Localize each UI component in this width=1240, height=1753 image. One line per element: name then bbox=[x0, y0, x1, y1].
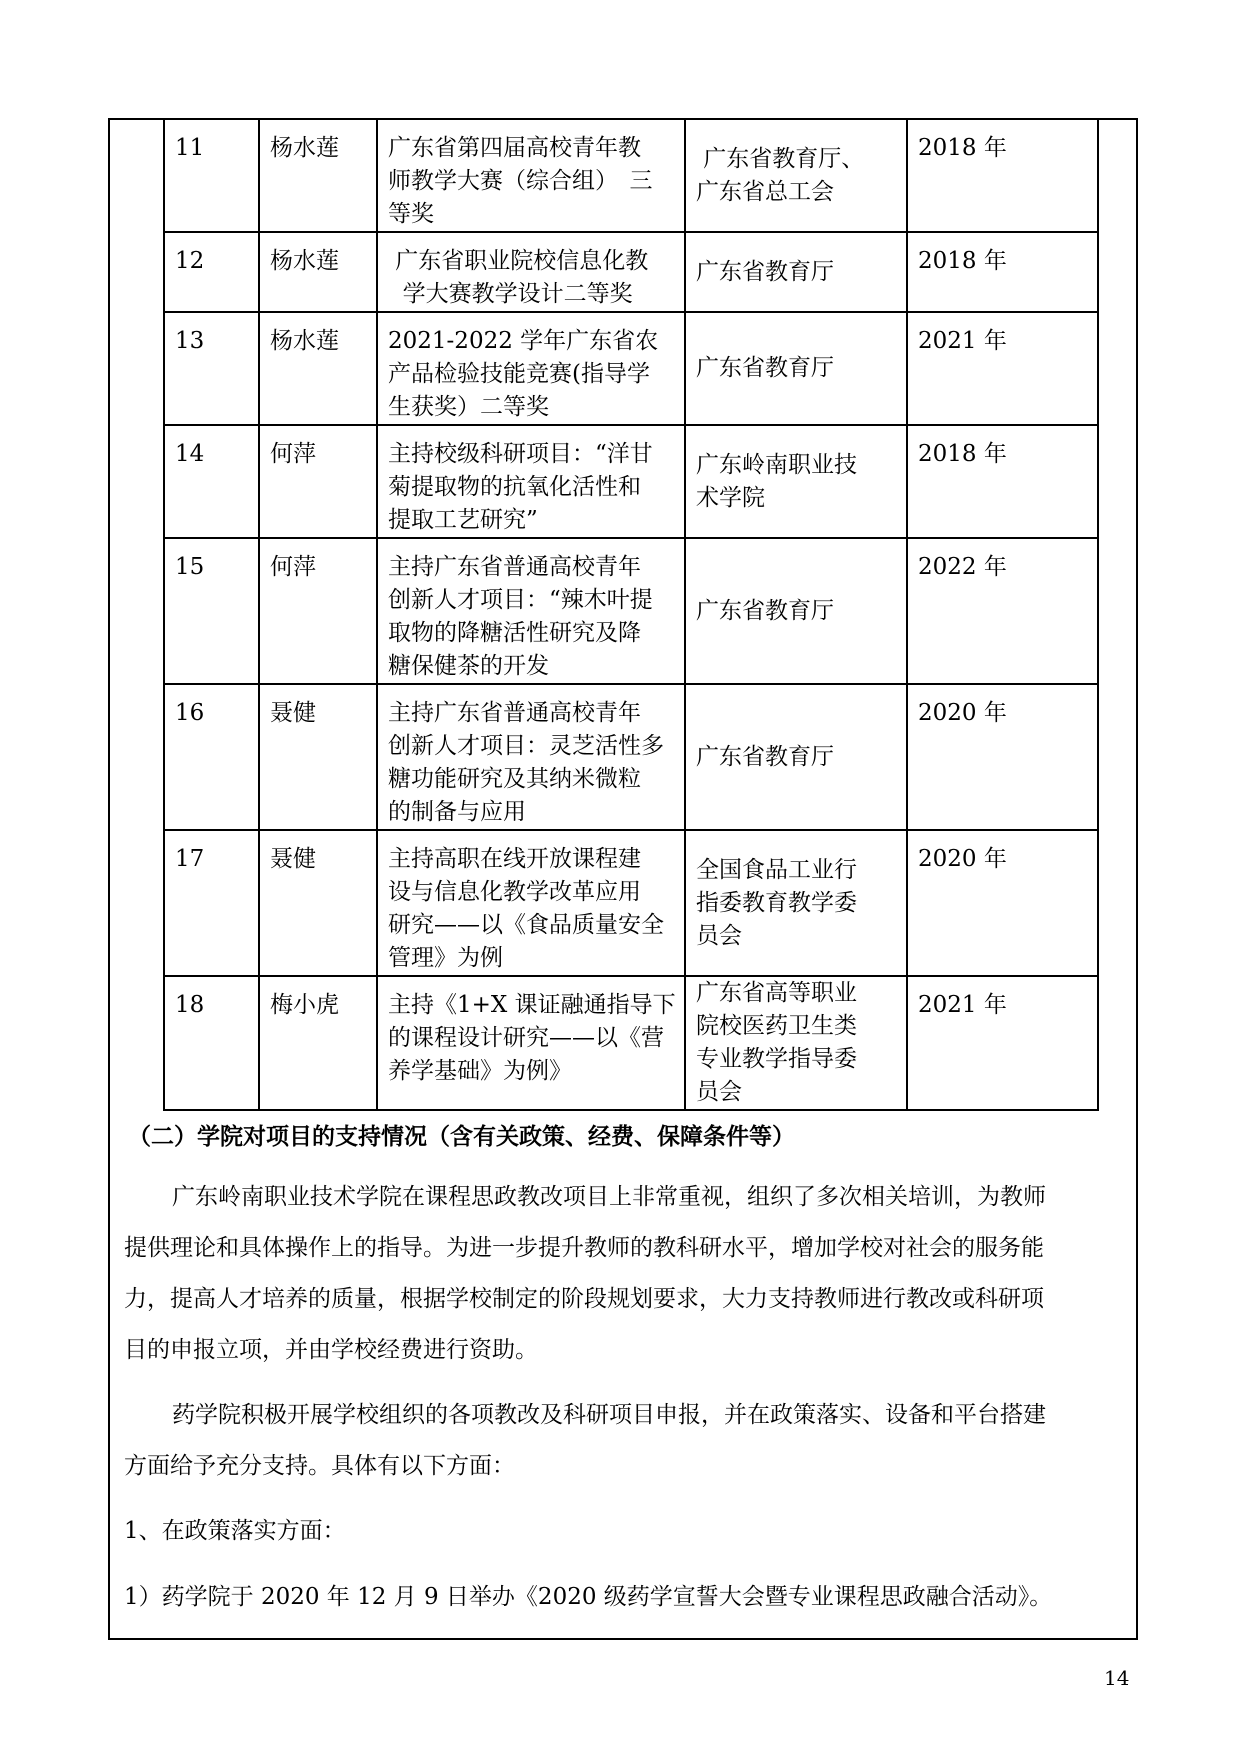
award-item-line: 广东省第四届高校青年教 bbox=[388, 135, 641, 161]
organization-line: 员会 bbox=[696, 1079, 742, 1105]
paragraph-line: 方面给予充分支持。具体有以下方面： bbox=[124, 1453, 515, 1479]
award-item-line: 菊提取物的抗氧化活性和 bbox=[388, 474, 641, 500]
award-item-line: 创新人才项目：“辣木叶提 bbox=[388, 587, 653, 613]
organization-line: 指委教育教学委 bbox=[696, 889, 857, 916]
issuing-organization bbox=[685, 232, 907, 312]
issuing-organization bbox=[685, 976, 907, 1110]
issuing-organization bbox=[685, 312, 907, 425]
table-row bbox=[164, 119, 1098, 232]
row-number: 14 bbox=[164, 425, 259, 538]
organization-line: 广东省教育厅 bbox=[696, 743, 834, 770]
document-frame bbox=[108, 118, 1138, 1640]
award-item-line: 主持广东省普通高校青年 bbox=[388, 554, 641, 580]
organization-line: 广东省高等职业 bbox=[696, 980, 857, 1006]
person-name: 何萍 bbox=[259, 538, 377, 684]
award-item bbox=[377, 976, 685, 1110]
award-year: 2020 年 bbox=[907, 830, 1098, 976]
award-year: 2020 年 bbox=[907, 684, 1098, 830]
award-year: 2021 年 bbox=[907, 976, 1098, 1110]
award-item-line: 创新人才项目：灵芝活性多 bbox=[388, 733, 664, 759]
award-item bbox=[377, 830, 685, 976]
award-item-line: 养学基础》为例》 bbox=[388, 1058, 572, 1084]
row-number: 15 bbox=[164, 538, 259, 684]
table-row bbox=[164, 684, 1098, 830]
organization-line: 员会 bbox=[696, 922, 742, 949]
award-item-line: 师教学大赛（综合组） 三 bbox=[388, 168, 653, 194]
table-row bbox=[164, 976, 1098, 1110]
organization-line: 广东省教育厅 bbox=[696, 597, 834, 624]
award-item bbox=[377, 232, 685, 312]
row-number: 12 bbox=[164, 232, 259, 312]
row-number: 13 bbox=[164, 312, 259, 425]
award-item bbox=[377, 312, 685, 425]
table-row bbox=[164, 425, 1098, 538]
table-row bbox=[164, 312, 1098, 425]
paragraph-line: 提供理论和具体操作上的指导。为进一步提升教师的教科研水平，增加学校对社会的服务能 bbox=[124, 1235, 1044, 1261]
table-row bbox=[164, 538, 1098, 684]
award-year: 2018 年 bbox=[907, 119, 1098, 232]
organization-line: 术学院 bbox=[696, 484, 765, 511]
award-item-line: 的课程设计研究——以《营 bbox=[388, 1025, 664, 1051]
organization-line: 广东省总工会 bbox=[696, 178, 834, 205]
issuing-organization bbox=[685, 830, 907, 976]
award-item-line: 管理》为例 bbox=[388, 945, 503, 971]
page-number: 14 bbox=[1104, 1666, 1130, 1690]
person-name: 杨水莲 bbox=[259, 312, 377, 425]
award-item-line: 主持高职在线开放课程建 bbox=[388, 846, 641, 872]
award-item bbox=[377, 119, 685, 232]
row-number: 18 bbox=[164, 976, 259, 1110]
award-item-line: 产品检验技能竞赛(指导学 bbox=[388, 361, 650, 387]
person-name: 杨水莲 bbox=[259, 119, 377, 232]
award-item bbox=[377, 538, 685, 684]
award-item-line: 糖保健茶的开发 bbox=[388, 653, 549, 679]
row-number: 16 bbox=[164, 684, 259, 830]
organization-line: 广东省教育厅 bbox=[696, 355, 834, 381]
organization-line: 广东省教育厅、 bbox=[696, 145, 865, 172]
row-number: 17 bbox=[164, 830, 259, 976]
award-item-line: 主持《1+X 课证融通指导下 bbox=[388, 992, 676, 1018]
award-item-line: 2021-2022 学年广东省农 bbox=[388, 328, 659, 354]
paragraph-line: 力，提高人才培养的质量，根据学校制定的阶段规划要求，大力支持教师进行教改或科研项 bbox=[124, 1286, 1044, 1312]
support-paragraph-2 bbox=[124, 1390, 1124, 1492]
award-item-line: 等奖 bbox=[388, 201, 434, 227]
table-row bbox=[164, 232, 1098, 312]
policy-sub-item: 1）药学院于 2020 年 12 月 9 日举办《2020 级药学宣誓大会暨专业课程思政融合活动》。 bbox=[124, 1584, 1053, 1610]
award-item bbox=[377, 684, 685, 830]
award-item-line: 糖功能研究及其纳米微粒 bbox=[388, 766, 641, 792]
person-name: 聂健 bbox=[259, 684, 377, 830]
award-year: 2018 年 bbox=[907, 232, 1098, 312]
award-year: 2021 年 bbox=[907, 312, 1098, 425]
awards-table bbox=[163, 118, 1099, 1111]
policy-item: 1、在政策落实方面： bbox=[124, 1518, 346, 1544]
award-item-line: 主持广东省普通高校青年 bbox=[388, 700, 641, 726]
award-item-line: 的制备与应用 bbox=[388, 799, 526, 825]
award-item-line: 广东省职业院校信息化教 bbox=[388, 248, 649, 274]
table-row bbox=[164, 830, 1098, 976]
award-item bbox=[377, 425, 685, 538]
section-heading: （二）学院对项目的支持情况（含有关政策、经费、保障条件等） bbox=[128, 1124, 795, 1150]
person-name: 聂健 bbox=[259, 830, 377, 976]
award-item-line: 主持校级科研项目：“洋甘 bbox=[388, 441, 653, 467]
award-item-line: 设与信息化教学改革应用 bbox=[388, 879, 641, 905]
paragraph-line: 广东岭南职业技术学院在课程思政教改项目上非常重视，组织了多次相关培训，为教师 bbox=[172, 1184, 1046, 1210]
person-name: 杨水莲 bbox=[259, 232, 377, 312]
issuing-organization bbox=[685, 119, 907, 232]
organization-line: 全国食品工业行 bbox=[696, 856, 857, 883]
issuing-organization bbox=[685, 684, 907, 830]
award-item-line: 学大赛教学设计二等奖 bbox=[388, 281, 633, 307]
organization-line: 专业教学指导委 bbox=[696, 1046, 857, 1072]
organization-line: 院校医药卫生类 bbox=[696, 1013, 857, 1039]
award-item-line: 取物的降糖活性研究及降 bbox=[388, 620, 641, 646]
award-item-line: 提取工艺研究” bbox=[388, 507, 538, 533]
award-item-line: 研究——以《食品质量安全 bbox=[388, 912, 664, 938]
person-name: 梅小虎 bbox=[259, 976, 377, 1110]
row-number: 11 bbox=[164, 119, 259, 232]
organization-line: 广东省教育厅 bbox=[696, 258, 834, 285]
award-year: 2022 年 bbox=[907, 538, 1098, 684]
paragraph-line: 药学院积极开展学校组织的各项教改及科研项目申报，并在政策落实、设备和平台搭建 bbox=[172, 1402, 1046, 1428]
person-name: 何萍 bbox=[259, 425, 377, 538]
organization-line: 广东岭南职业技 bbox=[696, 451, 857, 478]
paragraph-line: 目的申报立项，并由学校经费进行资助。 bbox=[124, 1337, 538, 1363]
issuing-organization bbox=[685, 425, 907, 538]
support-paragraph-1 bbox=[124, 1172, 1124, 1376]
issuing-organization bbox=[685, 538, 907, 684]
award-item-line: 生获奖）二等奖 bbox=[388, 394, 549, 420]
award-year: 2018 年 bbox=[907, 425, 1098, 538]
